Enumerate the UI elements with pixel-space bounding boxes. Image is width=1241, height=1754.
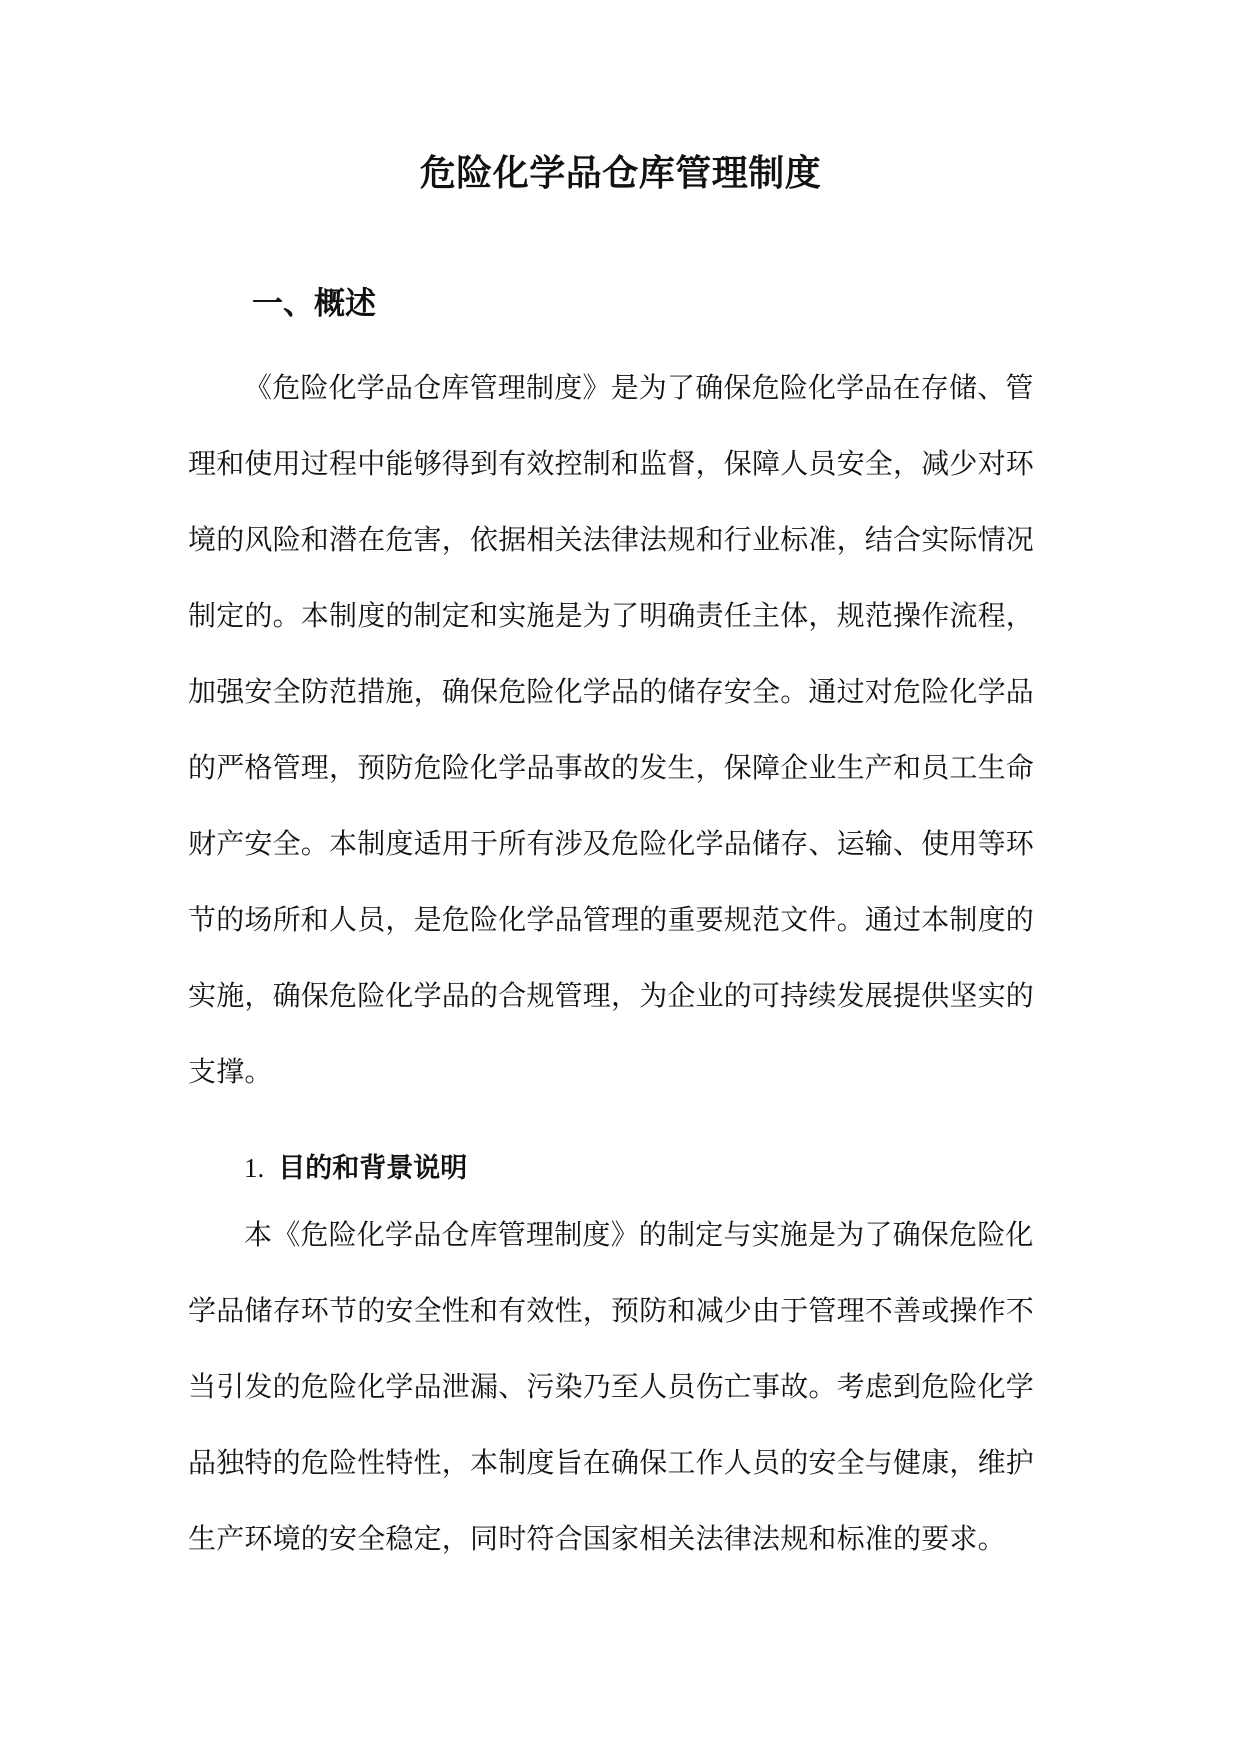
paragraph-line: 节的场所和人员，是危险化学品管理的重要规范文件。通过本制度的 [188, 903, 1035, 936]
paragraph-line: 品独特的危险性特性，本制度旨在确保工作人员的安全与健康，维护 [188, 1446, 1035, 1479]
document-title: 危险化学品仓库管理制度 [419, 153, 822, 194]
paragraph-line: 境的风险和潜在危害，依据相关法律法规和行业标准，结合实际情况 [188, 523, 1035, 556]
paragraph-line: 《危险化学品仓库管理制度》是为了确保危险化学品在存储、管 [244, 371, 1034, 404]
paragraph-line: 理和使用过程中能够得到有效控制和监督，保障人员安全，减少对环 [188, 447, 1035, 480]
paragraph-line: 当引发的危险化学品泄漏、污染乃至人员伤亡事故。考虑到危险化学 [188, 1370, 1035, 1403]
subsection-title: 目的和背景说明 [278, 1153, 468, 1184]
paragraph-line: 支撑。 [188, 1055, 273, 1088]
paragraph-line: 财产安全。本制度适用于所有涉及危险化学品储存、运输、使用等环 [188, 827, 1035, 860]
subsection-number: 1. [244, 1153, 265, 1183]
section-heading-overview: 一、概述 [252, 286, 376, 322]
paragraph-line: 制定的。本制度的制定和实施是为了明确责任主体，规范操作流程， [188, 599, 1035, 632]
paragraph-line: 学品储存环节的安全性和有效性，预防和减少由于管理不善或操作不 [188, 1294, 1035, 1327]
paragraph-line: 实施，确保危险化学品的合规管理，为企业的可持续发展提供坚实的 [188, 979, 1035, 1012]
purpose-paragraph [188, 1197, 1058, 1577]
paragraph-line: 加强安全防范措施，确保危险化学品的储存安全。通过对危险化学品 [188, 675, 1035, 708]
paragraph-line: 生产环境的安全稳定，同时符合国家相关法律法规和标准的要求。 [188, 1522, 1006, 1555]
overview-paragraph [188, 350, 1058, 1110]
subsection-heading-purpose [244, 1146, 467, 1191]
paragraph-line: 本《危险化学品仓库管理制度》的制定与实施是为了确保危险化 [244, 1218, 1034, 1251]
paragraph-line: 的严格管理，预防危险化学品事故的发生，保障企业生产和员工生命 [188, 751, 1035, 784]
